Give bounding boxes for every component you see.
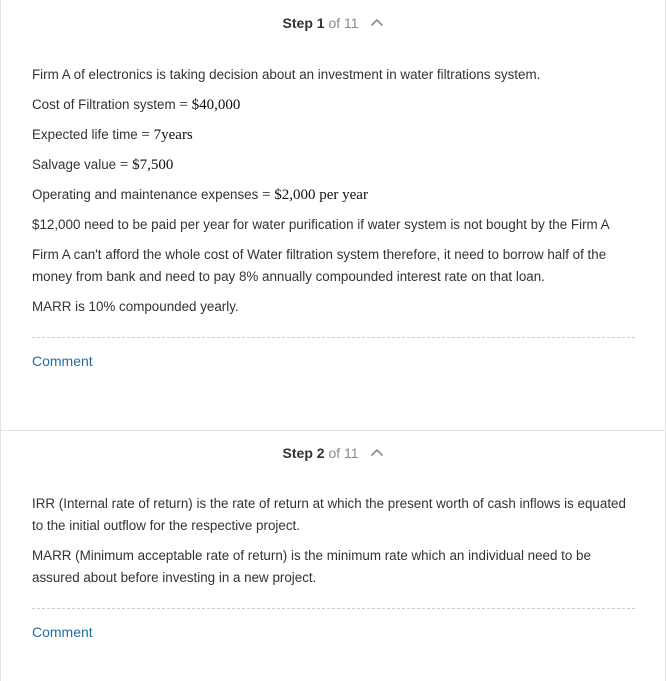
step-2-paragraph-marr: MARR (Minimum acceptable rate of return) is the minimum rate which an individual need to be assured about before investing in a new project.	[32, 548, 591, 585]
step-1-paragraph-purification: $12,000 need to be paid per year for water purification if water system is not bought by the Firm A	[32, 217, 610, 232]
salvage-value: $7,500	[132, 157, 174, 173]
lifetime-label: Expected life time	[32, 127, 138, 142]
step-1-paragraph-operating	[32, 184, 635, 206]
step-2-label: Step 2	[282, 445, 325, 461]
step-2-divider	[32, 608, 635, 609]
step-1-body	[32, 31, 635, 318]
step-1-paragraph-cost	[32, 94, 635, 116]
chevron-up-icon[interactable]	[370, 447, 384, 457]
lifetime-value: 7years	[153, 127, 193, 143]
operating-value: $2,000 per year	[274, 187, 368, 203]
cost-value: $40,000	[191, 97, 241, 113]
equals-sign: =	[119, 157, 129, 173]
step-2-body	[32, 461, 635, 589]
step-1-count: of 11	[328, 15, 359, 31]
salvage-label: Salvage value	[32, 157, 117, 172]
step-1-paragraph-loan: Firm A can't afford the whole cost of Water filtration system therefore, it need to borrow half of the money from bank and need to pay 8% annually compounded interest rate on that loan.	[32, 247, 607, 284]
step-1-header[interactable]	[32, 0, 635, 31]
step-1-paragraph-intro: Firm A of electronics is taking decision about an investment in water filtrations system.	[32, 67, 541, 82]
step-2-count: of 11	[328, 445, 359, 461]
step-1-paragraph-lifetime	[32, 124, 635, 146]
equals-sign: =	[179, 97, 188, 113]
step-1-comment-link[interactable]: Comment	[32, 353, 93, 369]
step-1-paragraph-marr: MARR is 10% compounded yearly.	[32, 299, 239, 314]
step-1-label: Step 1	[282, 15, 325, 31]
chevron-up-icon[interactable]	[370, 17, 384, 27]
equals-sign: =	[141, 127, 150, 143]
step-1-section	[1, 0, 665, 431]
operating-label: Operating and maintenance expenses	[32, 187, 259, 202]
step-2-section	[1, 431, 665, 681]
step-2-comment-link[interactable]: Comment	[32, 624, 93, 640]
cost-label: Cost of Filtration system	[32, 97, 176, 112]
step-2-paragraph-irr: IRR (Internal rate of return) is the rate of return at which the present worth of cash inflows is equated to the initial outflow for the respective project.	[32, 496, 626, 533]
step-1-divider	[32, 337, 635, 338]
step-2-header[interactable]	[32, 431, 635, 461]
step-1-paragraph-salvage	[32, 154, 635, 176]
equals-sign: =	[262, 187, 271, 203]
